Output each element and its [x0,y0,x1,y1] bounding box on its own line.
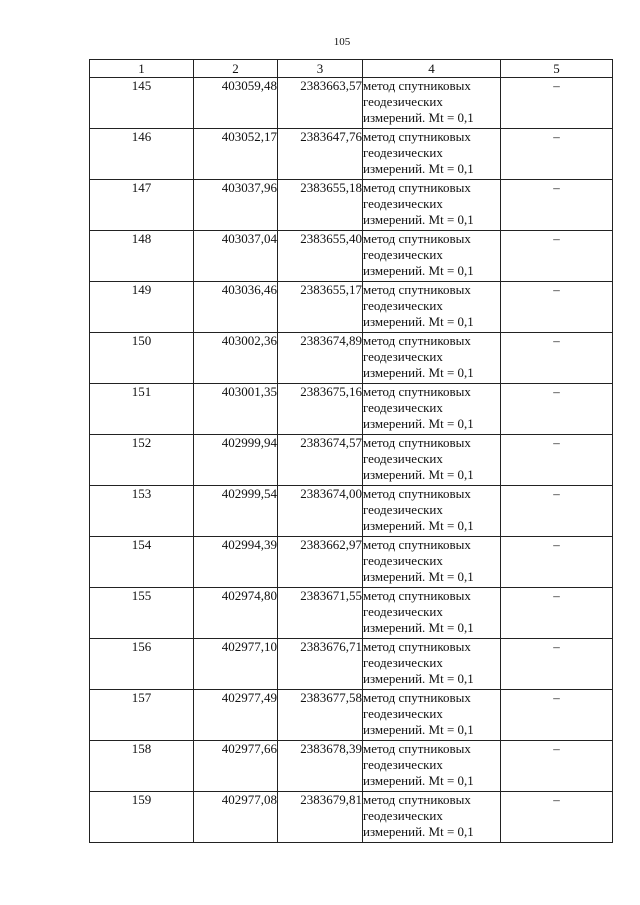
point-number: 156 [90,639,194,690]
header-row [90,60,613,78]
page-number: 105 [333,36,351,48]
point-description: – [501,588,613,639]
table-row [90,537,613,588]
coordinate-x: 402974,80 [194,588,278,639]
table-row [90,588,613,639]
method-text-line: измерений. Mt = 0,1 [363,824,474,839]
method-text-line: измерений. Mt = 0,1 [363,314,474,329]
table-row [90,231,613,282]
measurement-method [363,486,501,537]
point-description: – [501,231,613,282]
point-number: 148 [90,231,194,282]
measurement-method [363,741,501,792]
method-text-line: геодезических [363,757,443,772]
method-text-line: метод спутниковых [363,690,471,705]
table-row [90,792,613,843]
table-row [90,333,613,384]
coordinate-y: 2383676,71 [278,639,363,690]
measurement-method [363,231,501,282]
point-description: – [501,690,613,741]
method-text-line: измерений. Mt = 0,1 [363,518,474,533]
coordinate-y: 2383662,97 [278,537,363,588]
coordinate-y: 2383674,89 [278,333,363,384]
method-text-line: измерений. Mt = 0,1 [363,467,474,482]
point-description: – [501,333,613,384]
column-header-5: 5 [501,60,613,78]
point-description: – [501,537,613,588]
point-number: 157 [90,690,194,741]
method-text-line: метод спутниковых [363,741,471,756]
method-text-line: геодезических [363,451,443,466]
table-row [90,78,613,129]
coordinate-y: 2383677,58 [278,690,363,741]
table-row [90,741,613,792]
point-description: – [501,435,613,486]
method-text-line: геодезических [363,655,443,670]
measurement-method [363,792,501,843]
measurement-method [363,180,501,231]
method-text-line: измерений. Mt = 0,1 [363,212,474,227]
measurement-method [363,333,501,384]
method-text-line: измерений. Mt = 0,1 [363,569,474,584]
method-text-line: геодезических [363,145,443,160]
method-text-line: геодезических [363,247,443,262]
coordinate-y: 2383655,17 [278,282,363,333]
coordinate-x: 402977,49 [194,690,278,741]
method-text-line: метод спутниковых [363,639,471,654]
point-description: – [501,282,613,333]
coordinate-x: 402977,10 [194,639,278,690]
coordinate-x: 403036,46 [194,282,278,333]
measurement-method [363,639,501,690]
measurement-method [363,282,501,333]
coordinate-x: 403002,36 [194,333,278,384]
method-text-line: геодезических [363,196,443,211]
method-text-line: метод спутниковых [363,78,471,93]
method-text-line: метод спутниковых [363,282,471,297]
coordinate-x: 403001,35 [194,384,278,435]
point-description: – [501,741,613,792]
table-row [90,435,613,486]
point-number: 158 [90,741,194,792]
method-text-line: геодезических [363,808,443,823]
column-header-4: 4 [363,60,501,78]
point-number: 145 [90,78,194,129]
method-text-line: геодезических [363,298,443,313]
table-header [90,60,613,78]
method-text-line: измерений. Mt = 0,1 [363,110,474,125]
coordinate-y: 2383655,40 [278,231,363,282]
coordinate-x: 403037,96 [194,180,278,231]
coordinate-y: 2383655,18 [278,180,363,231]
table-row [90,180,613,231]
method-text-line: измерений. Mt = 0,1 [363,365,474,380]
method-text-line: геодезических [363,94,443,109]
coordinate-x: 403059,48 [194,78,278,129]
column-header-2: 2 [194,60,278,78]
method-text-line: измерений. Mt = 0,1 [363,722,474,737]
method-text-line: геодезических [363,400,443,415]
measurement-method [363,690,501,741]
point-description: – [501,78,613,129]
point-number: 149 [90,282,194,333]
table-row [90,690,613,741]
method-text-line: геодезических [363,706,443,721]
coordinates-table [89,59,613,843]
method-text-line: метод спутниковых [363,537,471,552]
method-text-line: измерений. Mt = 0,1 [363,620,474,635]
method-text-line: метод спутниковых [363,231,471,246]
coordinate-y: 2383674,57 [278,435,363,486]
table-row [90,639,613,690]
measurement-method [363,384,501,435]
coordinate-x: 402999,94 [194,435,278,486]
method-text-line: геодезических [363,553,443,568]
point-number: 159 [90,792,194,843]
method-text-line: метод спутниковых [363,792,471,807]
point-number: 146 [90,129,194,180]
table-body [90,78,613,843]
point-number: 155 [90,588,194,639]
measurement-method [363,129,501,180]
table-row [90,282,613,333]
column-header-3: 3 [278,60,363,78]
method-text-line: метод спутниковых [363,384,471,399]
coordinate-y: 2383674,00 [278,486,363,537]
coordinate-x: 402977,08 [194,792,278,843]
coordinate-y: 2383647,76 [278,129,363,180]
method-text-line: измерений. Mt = 0,1 [363,416,474,431]
coordinate-x: 403052,17 [194,129,278,180]
point-number: 154 [90,537,194,588]
table-row [90,486,613,537]
method-text-line: метод спутниковых [363,486,471,501]
method-text-line: геодезических [363,502,443,517]
table-row [90,129,613,180]
point-number: 150 [90,333,194,384]
method-text-line: метод спутниковых [363,129,471,144]
coordinate-y: 2383671,55 [278,588,363,639]
method-text-line: геодезических [363,349,443,364]
measurement-method [363,78,501,129]
measurement-method [363,537,501,588]
coordinate-x: 402999,54 [194,486,278,537]
point-description: – [501,486,613,537]
coordinate-x: 402994,39 [194,537,278,588]
measurement-method [363,588,501,639]
point-description: – [501,639,613,690]
coordinate-y: 2383663,57 [278,78,363,129]
method-text-line: измерений. Mt = 0,1 [363,671,474,686]
method-text-line: метод спутниковых [363,333,471,348]
point-number: 147 [90,180,194,231]
method-text-line: метод спутниковых [363,180,471,195]
point-number: 151 [90,384,194,435]
method-text-line: метод спутниковых [363,435,471,450]
point-description: – [501,792,613,843]
method-text-line: измерений. Mt = 0,1 [363,263,474,278]
point-number: 152 [90,435,194,486]
point-number: 153 [90,486,194,537]
method-text-line: измерений. Mt = 0,1 [363,161,474,176]
measurement-method [363,435,501,486]
coordinate-y: 2383678,39 [278,741,363,792]
coordinate-x: 403037,04 [194,231,278,282]
coordinate-x: 402977,66 [194,741,278,792]
table-row [90,384,613,435]
method-text-line: геодезических [363,604,443,619]
method-text-line: измерений. Mt = 0,1 [363,773,474,788]
point-description: – [501,384,613,435]
coordinate-y: 2383675,16 [278,384,363,435]
point-description: – [501,129,613,180]
column-header-1: 1 [90,60,194,78]
method-text-line: метод спутниковых [363,588,471,603]
coordinate-y: 2383679,81 [278,792,363,843]
point-description: – [501,180,613,231]
